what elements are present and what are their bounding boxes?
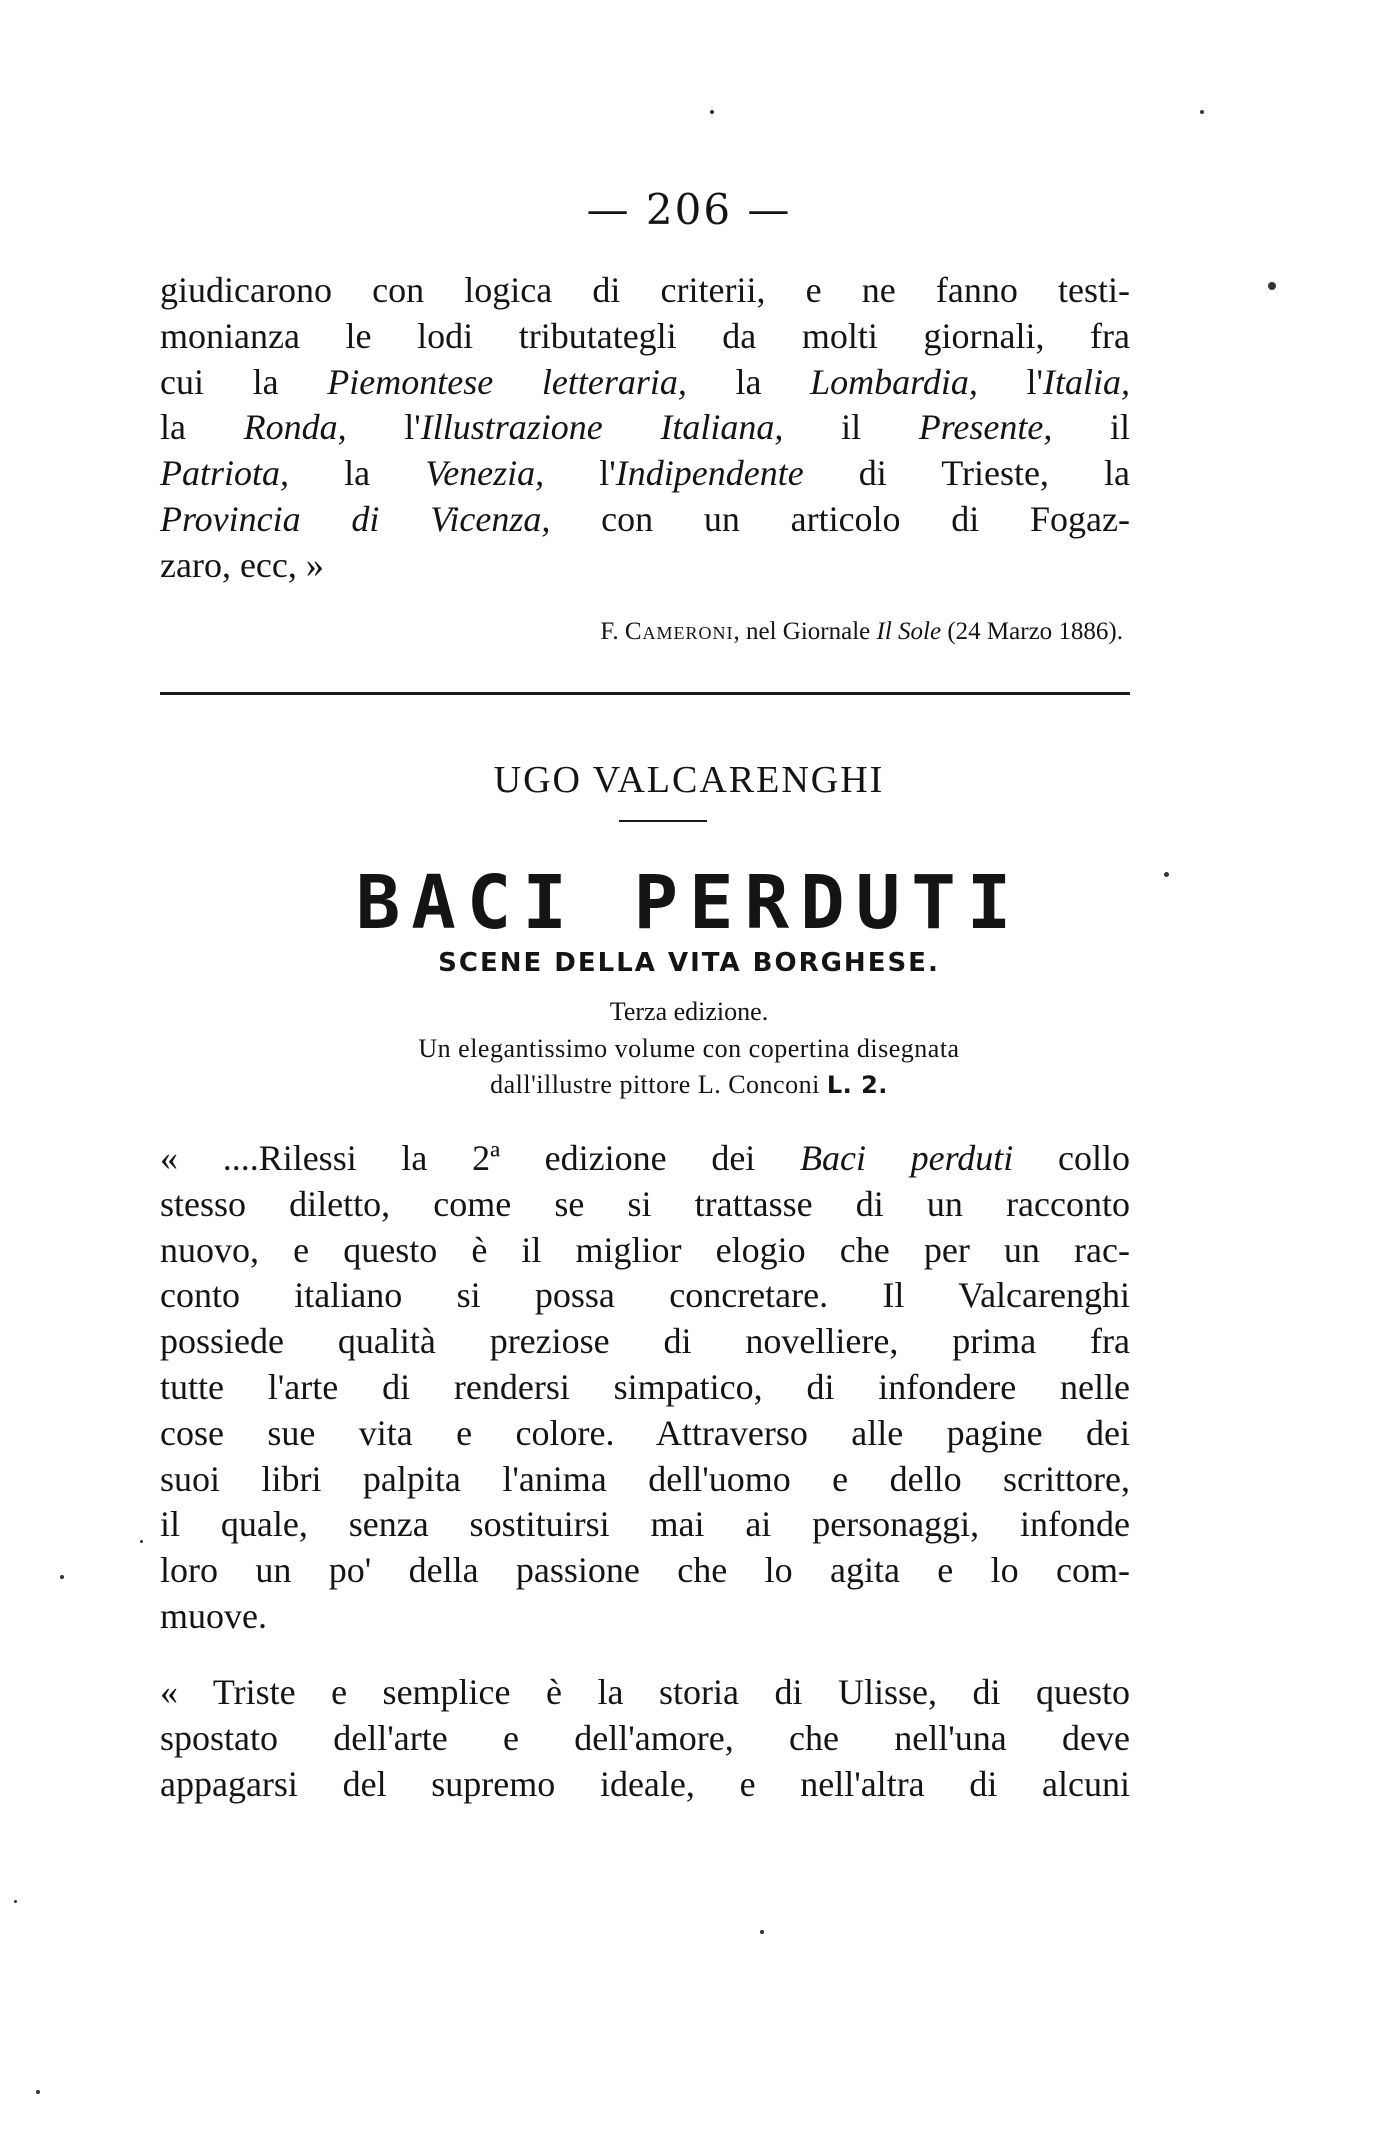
attribution-date: (24 Marzo 1886). xyxy=(947,618,1123,645)
review-attribution xyxy=(600,618,1123,646)
text-line: il quale, senza sostituirsi mai ai personaggi, infonde xyxy=(160,1504,1130,1545)
text-line: Patriota, la Venezia, l'Indipendente di Trieste, la xyxy=(160,453,1131,494)
text-line: suoi libri palpita l'anima dell'uomo e dello scrittore, xyxy=(160,1458,1130,1499)
scan-speck xyxy=(14,1900,17,1903)
advert-author: UGO VALCARENGHI xyxy=(493,759,885,801)
scan-speck xyxy=(140,1540,143,1543)
text-line: appagarsi del supremo ideale, e nell'altra di alcuni xyxy=(160,1763,1130,1804)
review-quote-two xyxy=(160,1136,1130,1640)
text-line: conto italiano si possa concretare. Il Valcarenghi xyxy=(160,1275,1130,1316)
attribution-middle: , nel Giornale xyxy=(733,618,871,645)
scan-speck xyxy=(1268,282,1276,290)
text-line: tutte l'arte di rendersi simpatico, di infondere nelle xyxy=(160,1366,1130,1407)
advert-subtitle: SCENE DELLA VITA BORGHESE. xyxy=(438,948,940,978)
text-line: cose sue vita e colore. Attraverso alle pagine dei xyxy=(160,1412,1130,1453)
text-line: zaro, ecc, » xyxy=(160,544,324,585)
illustrator-text: dall'illustre pittore L. Conconi xyxy=(490,1070,820,1099)
text-line: spostato dell'arte e dell'amore, che nell'una deve xyxy=(160,1717,1130,1758)
text-line: loro un po' della passione che lo agita e lo com- xyxy=(160,1550,1130,1591)
text-line: Provincia di Vicenza, con un articolo di Fogaz- xyxy=(160,498,1130,539)
text-line: « ....Rilessi la 2ª edizione dei Baci perduti collo xyxy=(160,1138,1130,1178)
advert-book-title: BACI PERDUTI xyxy=(355,860,1023,946)
advert-price: L. 2. xyxy=(826,1071,888,1099)
advert-volume-line: Un elegantissimo volume con copertina disegnata xyxy=(418,1034,960,1063)
review-quote-three xyxy=(160,1670,1130,1807)
text-line: cui la Piemontese letteraria, la Lombardia, l'Italia, xyxy=(160,361,1131,402)
text-line: muove. xyxy=(160,1595,267,1636)
advert-edition: Terza edizione. xyxy=(609,997,769,1026)
text-line: nuovo, e questo è il miglior elogio che per un rac- xyxy=(160,1229,1130,1270)
scan-speck xyxy=(1200,110,1204,114)
attribution-initial: F. xyxy=(600,618,619,645)
text-line: possiede qualità preziose di novelliere, prima fra xyxy=(160,1321,1130,1362)
text-line: monianza le lodi tributategli da molti giornali, fra xyxy=(160,315,1130,356)
text-line: giudicarono con logica di criterii, e ne fanno testi- xyxy=(160,270,1130,310)
text-line: « Triste e semplice è la storia di Ulisse, di questo xyxy=(160,1672,1130,1712)
attribution-newspaper: Il Sole xyxy=(876,618,942,645)
text-line: la Ronda, l'Illustrazione Italiana, il Presente, il xyxy=(160,407,1130,448)
section-divider xyxy=(160,692,1130,695)
author-title-divider xyxy=(619,820,707,822)
scan-speck xyxy=(760,1930,764,1934)
scan-speck xyxy=(710,110,714,114)
review-quote-continuation xyxy=(160,268,1130,589)
page-number: — 206 — xyxy=(586,185,792,234)
text-line: stesso diletto, come se si trattasse di un racconto xyxy=(160,1183,1130,1224)
scan-speck xyxy=(36,2090,40,2094)
attribution-author: Cameroni xyxy=(624,618,734,645)
scan-speck xyxy=(60,1575,64,1579)
advert-illustrator-line xyxy=(0,1070,1378,1100)
scan-speck xyxy=(1164,872,1169,877)
